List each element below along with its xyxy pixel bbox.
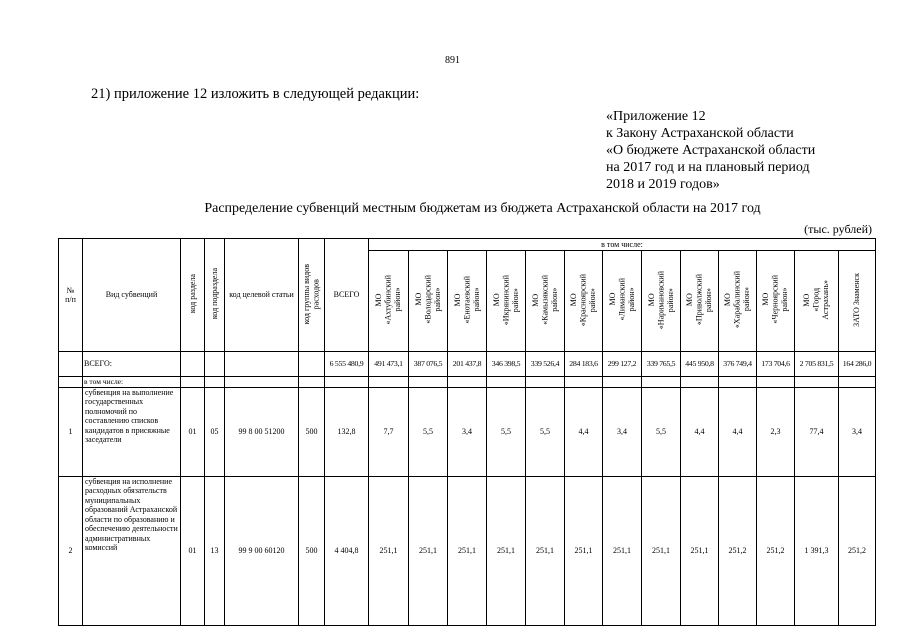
row-district-value: 3,4 [603, 387, 642, 476]
row-num: 1 [59, 387, 83, 476]
grand-total-label: ВСЕГО: [83, 352, 181, 377]
row-subsection: 05 [205, 387, 225, 476]
annex-line: 2018 и 2019 годов» [606, 177, 720, 192]
cell-empty [225, 352, 299, 377]
row-district-value: 5,5 [487, 387, 526, 476]
grand-total-district: 284 183,6 [565, 352, 603, 377]
header-district: МО «Икрянинский район» [487, 251, 526, 352]
cell-empty [59, 377, 83, 388]
header-total: ВСЕГО [325, 239, 369, 352]
annex-header [606, 108, 815, 193]
units-label: (тыс. рублей) [804, 222, 872, 236]
header-district: ЗАТО Знаменск [839, 251, 876, 352]
row-district-value: 77,4 [795, 387, 839, 476]
row-name: субвенция на выполнение государственных полномочий по составлению списков кандидатов в присяжные заседатели [83, 387, 181, 476]
including-label: в том числе: [83, 377, 181, 388]
header-target-code: код целевой статьи [225, 239, 299, 352]
row-district-value: 5,5 [526, 387, 565, 476]
row-target: 99 8 00 51200 [225, 387, 299, 476]
grand-total-district: 339 765,5 [642, 352, 681, 377]
grand-total-district: 445 950,8 [681, 352, 719, 377]
table-row [59, 387, 876, 476]
header-district: МО «Ахтубинский район» [369, 251, 409, 352]
annex-line: «Приложение 12 [606, 109, 706, 124]
row-district-value: 3,4 [448, 387, 487, 476]
grand-total-district: 299 127,2 [603, 352, 642, 377]
row-district-value: 5,5 [409, 387, 448, 476]
grand-total-row [59, 352, 876, 377]
cell-empty [299, 352, 325, 377]
row-district-value: 251,1 [642, 476, 681, 625]
annex-line: «О бюджете Астраханской области [606, 143, 816, 158]
header-expense-group: код группы видов расходов [299, 239, 325, 352]
grand-total-district: 201 437,8 [448, 352, 487, 377]
row-num: 2 [59, 476, 83, 625]
row-district-value: 251,1 [603, 476, 642, 625]
row-district-value: 251,2 [757, 476, 795, 625]
row-district-value: 3,4 [839, 387, 876, 476]
row-total: 4 404,8 [325, 476, 369, 625]
table-row [59, 476, 876, 625]
annex-line: на 2017 год и на плановый период [606, 160, 810, 175]
header-type: Вид субвенций [83, 239, 181, 352]
cell-empty [59, 352, 83, 377]
grand-total-district: 346 398,5 [487, 352, 526, 377]
header-district: МО «Харабалинский район» [719, 251, 757, 352]
header-district: МО «Камызякский район» [526, 251, 565, 352]
row-district-value: 251,2 [839, 476, 876, 625]
instruction-text: 21) приложение 12 изложить в следующей редакции: [91, 86, 420, 102]
grand-total-district: 376 749,4 [719, 352, 757, 377]
grand-total-district: 339 526,4 [526, 352, 565, 377]
row-section: 01 [181, 476, 205, 625]
row-district-value: 251,1 [448, 476, 487, 625]
header-section-code: код раздела [181, 239, 205, 352]
including-row [59, 377, 876, 388]
grand-total-district: 173 704,6 [757, 352, 795, 377]
header-district: МО «Володарский район» [409, 251, 448, 352]
header-including: в том числе: [369, 239, 876, 251]
header-subsection-code: код подраздела [205, 239, 225, 352]
row-target: 99 9 00 60120 [225, 476, 299, 625]
row-total: 132,8 [325, 387, 369, 476]
grand-total-district: 387 076,5 [409, 352, 448, 377]
row-subsection: 13 [205, 476, 225, 625]
row-district-value: 251,2 [719, 476, 757, 625]
annex-line: к Закону Астраханской области [606, 126, 794, 141]
row-district-value: 4,4 [719, 387, 757, 476]
header-district: МО «Наримановский район» [642, 251, 681, 352]
row-district-value: 4,4 [681, 387, 719, 476]
grand-total-district: 2 705 831,5 [795, 352, 839, 377]
row-district-value: 251,1 [681, 476, 719, 625]
row-district-value: 7,7 [369, 387, 409, 476]
header-district: МО «Город Астрахань» [795, 251, 839, 352]
row-name: субвенция на исполнение расходных обязательств муниципальных образований Астраханской области по образованию и обеспечению деятельности административных комиссий [83, 476, 181, 625]
grand-total-district: 491 473,1 [369, 352, 409, 377]
header-district: МО «Красноярский район» [565, 251, 603, 352]
row-section: 01 [181, 387, 205, 476]
cell-empty [181, 352, 205, 377]
row-group: 500 [299, 387, 325, 476]
row-district-value: 251,1 [369, 476, 409, 625]
grand-total-value: 6 555 480,9 [325, 352, 369, 377]
row-district-value: 251,1 [526, 476, 565, 625]
header-district: МО «Енотаевский район» [448, 251, 487, 352]
row-district-value: 5,5 [642, 387, 681, 476]
row-district-value: 251,1 [565, 476, 603, 625]
header-district: МО «Лиманский район» [603, 251, 642, 352]
page-number: 891 [445, 55, 460, 66]
row-district-value: 1 391,3 [795, 476, 839, 625]
row-district-value: 251,1 [409, 476, 448, 625]
subventions-table [58, 238, 876, 626]
row-district-value: 2,3 [757, 387, 795, 476]
cell-empty [205, 352, 225, 377]
document-title: Распределение субвенций местным бюджетам из бюджета Астраханской области на 2017 год [204, 201, 761, 216]
row-district-value: 4,4 [565, 387, 603, 476]
row-district-value: 251,1 [487, 476, 526, 625]
grand-total-district: 164 286,0 [839, 352, 876, 377]
header-num: № п/п [59, 239, 83, 352]
header-district: МО «Приволжский район» [681, 251, 719, 352]
header-district: МО «Черноярский район» [757, 251, 795, 352]
row-group: 500 [299, 476, 325, 625]
